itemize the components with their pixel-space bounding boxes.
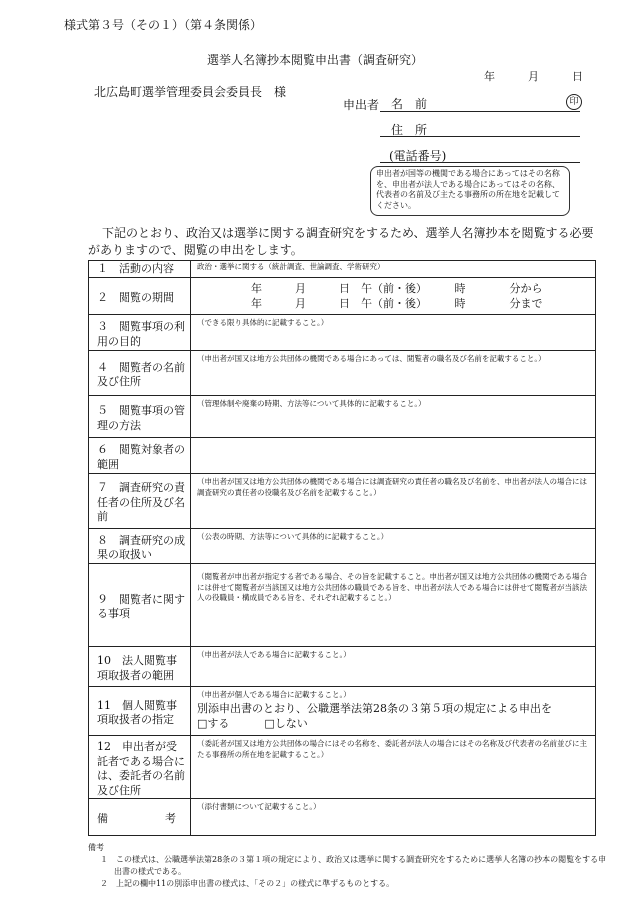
table-row [89,315,596,351]
table-row [89,396,596,438]
date-field[interactable]: 年 月 日 [484,70,583,83]
consignor-value[interactable]: （委託者が国又は地方公共団体の場合にはその名称を、委託者が法人の場合にはその名称及び代表者の名前並びに主たる事務所の所在地を記載すること。） [191,736,596,799]
intro-text: 下記のとおり、政治又は選挙に関する調査研究をするため、選挙人名簿抄本を閲覧する必要がありますので、閲覧の申出をします。 [88,226,594,257]
remarks-label-right: 考 [165,811,176,825]
table-row [89,351,596,396]
personal-handler-value[interactable] [191,687,596,736]
table-row [89,736,596,799]
table-row [89,647,596,687]
option-group [197,716,589,731]
row-label: ３ 閲覧事項の利用の目的 [89,315,191,351]
row-label: ２ 閲覧の期間 [89,278,191,315]
table-row [89,278,596,315]
remarks-item-1: １ この様式は、公職選挙法第28条の３第１項の規定により、政治又は選挙に関する調査研究をするために選挙人名簿の抄本の閲覧をする申出書の様式である。 [100,855,607,876]
period-from: 年 月 日 午（前・後） 時 分から [251,282,543,295]
addressee: 北広島町選挙管理委員会委員長 様 [94,85,287,99]
phone-label: (電話番号) [389,149,447,163]
remarks-label-cell [89,799,191,836]
option-no-checkbox[interactable]: □しない [264,716,308,730]
row-label: ８ 調査研究の成果の取扱い [89,529,191,564]
seal-icon: 印 [566,94,582,110]
address-line[interactable] [380,136,580,137]
remarks-heading: 備考 [88,843,104,852]
period-to: 年 月 日 午（前・後） 時 分まで [251,297,543,310]
activity-value[interactable]: 政治・選挙に関する（統計調査、世論調査、学術研究） [191,261,596,278]
remarks-item-2: ２ 上記の欄中11の別添申出書の様式は、「その２」の様式に準ずるものとする。 [100,879,395,888]
table-row [89,474,596,529]
row-label: 10 法人閲覧事項取扱者の範囲 [89,647,191,687]
results-value[interactable]: （公表の時期、方法等について具体的に記載すること。） [191,529,596,564]
name-label: 名 前 [391,97,428,111]
applicant-label: 申出者 [343,98,380,112]
table-row [89,564,596,647]
table-row [89,799,596,836]
remarks-label-left: 備 [97,811,108,825]
personal-handler-text: 別添申出書のとおり、公職選挙法第28条の３第５項の規定による申出を [197,701,552,715]
scope-value[interactable] [191,438,596,474]
phone-line[interactable] [380,162,580,163]
corp-handler-value[interactable]: （申出者が法人である場合に記載すること。） [191,647,596,687]
table-row [89,438,596,474]
address-label: 住 所 [391,123,428,137]
application-table [88,260,596,836]
attachments-value[interactable]: （添付書類について記載すること。） [191,799,596,836]
period-value[interactable] [191,278,596,315]
row-label: 12 申出者が受託者である場合には、委託者の名前及び住所 [89,736,191,799]
responsible-value[interactable]: （申出者が国又は地方公共団体の機関である場合には調査研究の責任者の職名及び名前を、申出者が法人の場合には調査研究の責任者の役職名及び名前を記載すること。） [191,474,596,529]
purpose-value[interactable]: （できる限り具体的に記載すること。） [191,315,596,351]
row-label: ５ 閲覧事項の管理の方法 [89,396,191,438]
row-label: ６ 閲覧対象者の範囲 [89,438,191,474]
remarks-label [97,812,186,827]
row-label: ７ 調査研究の責任者の住所及び名前 [89,474,191,529]
option-yes-checkbox[interactable]: □する [197,716,230,730]
table-row [89,261,596,278]
table-row [89,529,596,564]
applicant-note: 申出者が国等の機関である場合にあってはその名称を、申出者が法人である場合にあってはその名称、代表者の名前及び主たる事務所の所在地を記載してください。 [370,166,570,216]
personal-handler-note: （申出者が個人である場合に記載すること。） [197,690,351,699]
viewer-info-value[interactable]: （閲覧者が申出者が指定する者である場合、その旨を記載すること。申出者が国又は地方公共団体の機関である場合には併せて閲覧者が当該国又は地方公共団体の職員である旨を、申出者が法人である場合には併せて閲覧者が当該法人の役職員・構成員である旨を、それぞれ記載すること。） [191,564,596,647]
remarks-section [88,842,608,890]
row-label: ９ 閲覧者に関する事項 [89,564,191,647]
table-row [89,687,596,736]
name-line[interactable] [380,111,580,112]
form-number: 様式第３号（その１）（第４条関係） [64,18,263,32]
row-label: ４ 閲覧者の名前及び住所 [89,351,191,396]
management-value[interactable]: （管理体制や廃棄の時期、方法等について具体的に記載すること。） [191,396,596,438]
row-label: １ 活動の内容 [89,261,191,278]
document-title: 選挙人名簿抄本閲覧申出書（調査研究） [206,53,423,67]
viewer-name-value[interactable]: （申出者が国又は地方公共団体の機関である場合にあっては、閲覧者の職名及び名前を記載すること。） [191,351,596,396]
row-label: 11 個人閲覧事項取扱者の指定 [89,687,191,736]
